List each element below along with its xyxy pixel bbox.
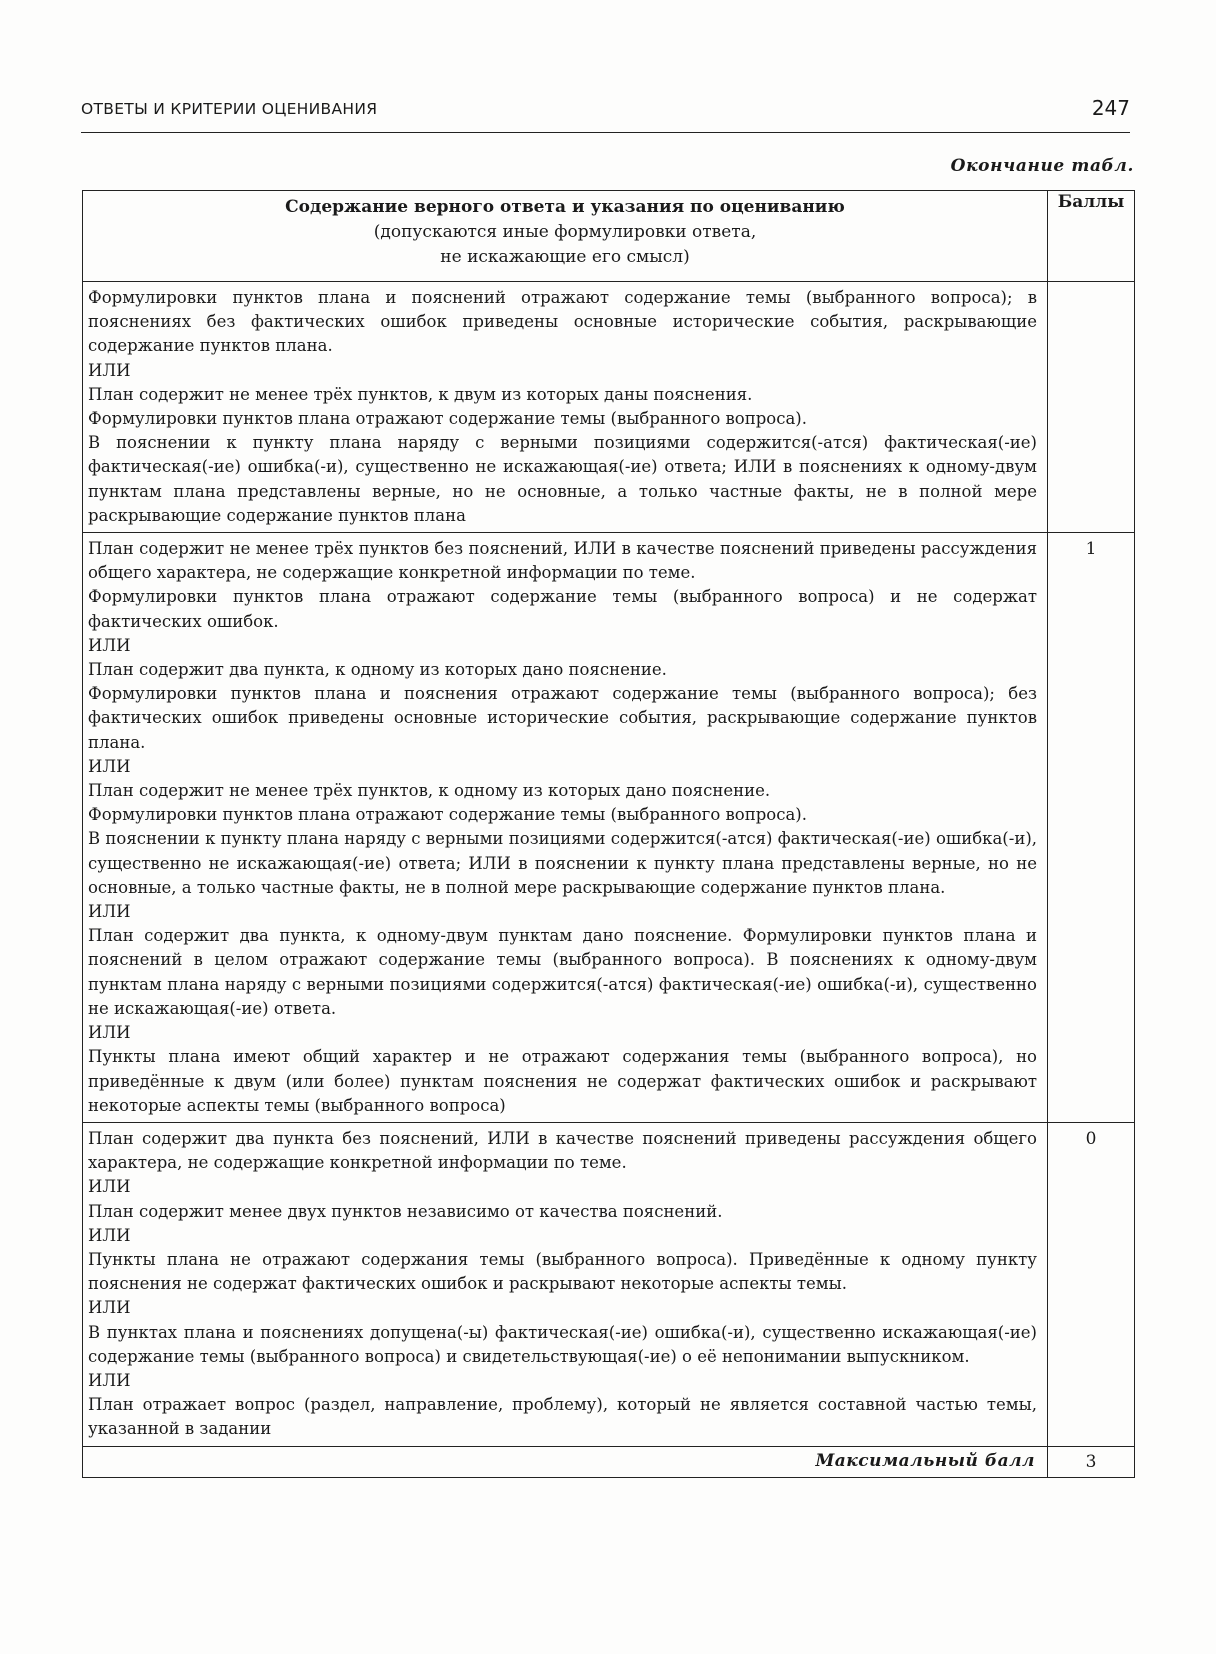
criteria-line: Формулировки пунктов плана отражают содержание темы (выбранного вопроса). xyxy=(88,805,807,825)
content-column-header xyxy=(83,191,1048,282)
or-separator: ИЛИ xyxy=(88,1023,131,1043)
criteria-line: Формулировки пунктов плана отражают содержание темы (выбранного вопроса). xyxy=(88,409,807,429)
or-separator: ИЛИ xyxy=(88,756,131,776)
criteria-line: Формулировки пунктов плана отражают содержание темы (выбранного вопроса) и не содержат фактических ошибок. xyxy=(88,587,1037,631)
criteria-line: План содержит два пункта, к одному-двум пунктам дано пояснение. Формулировки пунктов плана и пояснений в целом отражают содержание темы (выбранного вопроса). В пояснениях к одному-двум пунктам плана наряду с верными позициями содержится(-атся) фактическая(-ие) ошибка(-и), существенно не искажающая(-ие) ответа. xyxy=(88,926,1037,1018)
score-cell xyxy=(1048,282,1135,533)
criteria-row-2 xyxy=(83,533,1135,1123)
content-header-note-line1: (допускаются иные формулировки ответа, xyxy=(373,222,757,242)
criteria-row-3 xyxy=(83,1122,1135,1446)
running-header xyxy=(81,96,1130,133)
or-separator: ИЛИ xyxy=(88,902,131,922)
criteria-line: Формулировки пунктов плана и пояснения отражают содержание темы (выбранного вопроса); без фактических ошибок приведены основные исторические события, раскрывающие содержание пунктов плана. xyxy=(88,684,1037,752)
criteria-text xyxy=(83,1122,1048,1446)
criteria-line: Формулировки пунктов плана и пояснений отражают содержание темы (выбранного вопроса); в пояснениях без фактических ошибок приведены основные исторические события, раскрывающие содержание пунктов плана. xyxy=(88,288,1037,356)
criteria-table xyxy=(82,190,1135,1478)
criteria-line: План содержит не менее трёх пунктов, к одному из которых дано пояснение. xyxy=(88,781,771,801)
score-cell: 0 xyxy=(1048,1122,1135,1446)
criteria-line: План содержит два пункта без пояснений, ИЛИ в качестве пояснений приведены рассуждения общего характера, не содержащие конкретной информации по теме. xyxy=(88,1128,1037,1173)
content-header-note-line2: не искажающие его смысл) xyxy=(440,247,690,267)
criteria-line: План содержит менее двух пунктов независимо от качества пояснений. xyxy=(88,1201,723,1221)
table-caption: Окончание табл. xyxy=(950,156,1134,176)
max-score-value: 3 xyxy=(1048,1446,1135,1477)
table-header-row xyxy=(83,191,1135,282)
criteria-row-1 xyxy=(83,282,1135,533)
or-separator: ИЛИ xyxy=(88,1225,131,1245)
max-score-label: Максимальный балл xyxy=(83,1446,1048,1477)
criteria-line: План содержит два пункта, к одному из которых дано пояснение. xyxy=(88,660,667,680)
page-number: 247 xyxy=(1091,96,1130,120)
or-separator: ИЛИ xyxy=(88,360,131,380)
criteria-line: В пояснении к пункту плана наряду с верными позициями содержится(-атся) фактическая(-ие) ошибка(-и), существенно не искажающая(-ие) ответа; ИЛИ в пояснении к пункту плана представлены верные, но не основные, а только частные факты, не в полной мере раскрывающие содержание пунктов плана. xyxy=(88,829,1037,897)
criteria-text xyxy=(83,533,1048,1123)
criteria-line: В пояснении к пункту плана наряду с верными позициями содержится(-атся) фактическая(-ие) фактическая(-ие) ошибка(-и), существенно не искажающая(-ие) ответа; ИЛИ в пояснениях к одному-двум пунктам плана представлены верные, но не основные, а только частные факты, не в полной мере раскрывающие содержание пунктов плана xyxy=(88,433,1037,525)
criteria-line: План содержит не менее трёх пунктов, к двум из которых даны пояснения. xyxy=(88,384,753,404)
or-separator: ИЛИ xyxy=(88,1370,131,1390)
criteria-line: Пункты плана не отражают содержания темы (выбранного вопроса). Приведённые к одному пункту пояснения не содержат фактических ошибок и раскрывают некоторые аспекты темы. xyxy=(88,1249,1037,1294)
or-separator: ИЛИ xyxy=(88,1177,131,1197)
or-separator: ИЛИ xyxy=(88,1298,131,1318)
content-header-title: Содержание верного ответа и указания по оцениванию xyxy=(285,197,845,217)
score-cell: 1 xyxy=(1048,533,1135,1123)
criteria-line: План отражает вопрос (раздел, направление, проблему), который не является составной частью темы, указанной в задании xyxy=(88,1395,1037,1439)
running-title: ОТВЕТЫ И КРИТЕРИИ ОЦЕНИВАНИЯ xyxy=(81,100,378,118)
criteria-line: План содержит не менее трёх пунктов без пояснений, ИЛИ в качестве пояснений приведены рассуждения общего характера, не содержащие конкретной информации по теме. xyxy=(88,539,1037,583)
criteria-line: В пунктах плана и пояснениях допущена(-ы) фактическая(-ие) ошибка(-и), существенно искажающая(-ие) содержание темы (выбранного вопроса) и свидетельствующая(-ие) о её непонимании выпускником. xyxy=(88,1322,1037,1366)
criteria-text xyxy=(83,282,1048,533)
or-separator: ИЛИ xyxy=(88,635,131,655)
criteria-line: Пункты плана имеют общий характер и не отражают содержания темы (выбранного вопроса), но приведённые к двум (или более) пунктам пояснения не содержат фактических ошибок и раскрывают некоторые аспекты темы (выбранного вопроса) xyxy=(88,1047,1037,1115)
score-column-header: Баллы xyxy=(1048,191,1135,282)
total-row xyxy=(83,1446,1135,1477)
